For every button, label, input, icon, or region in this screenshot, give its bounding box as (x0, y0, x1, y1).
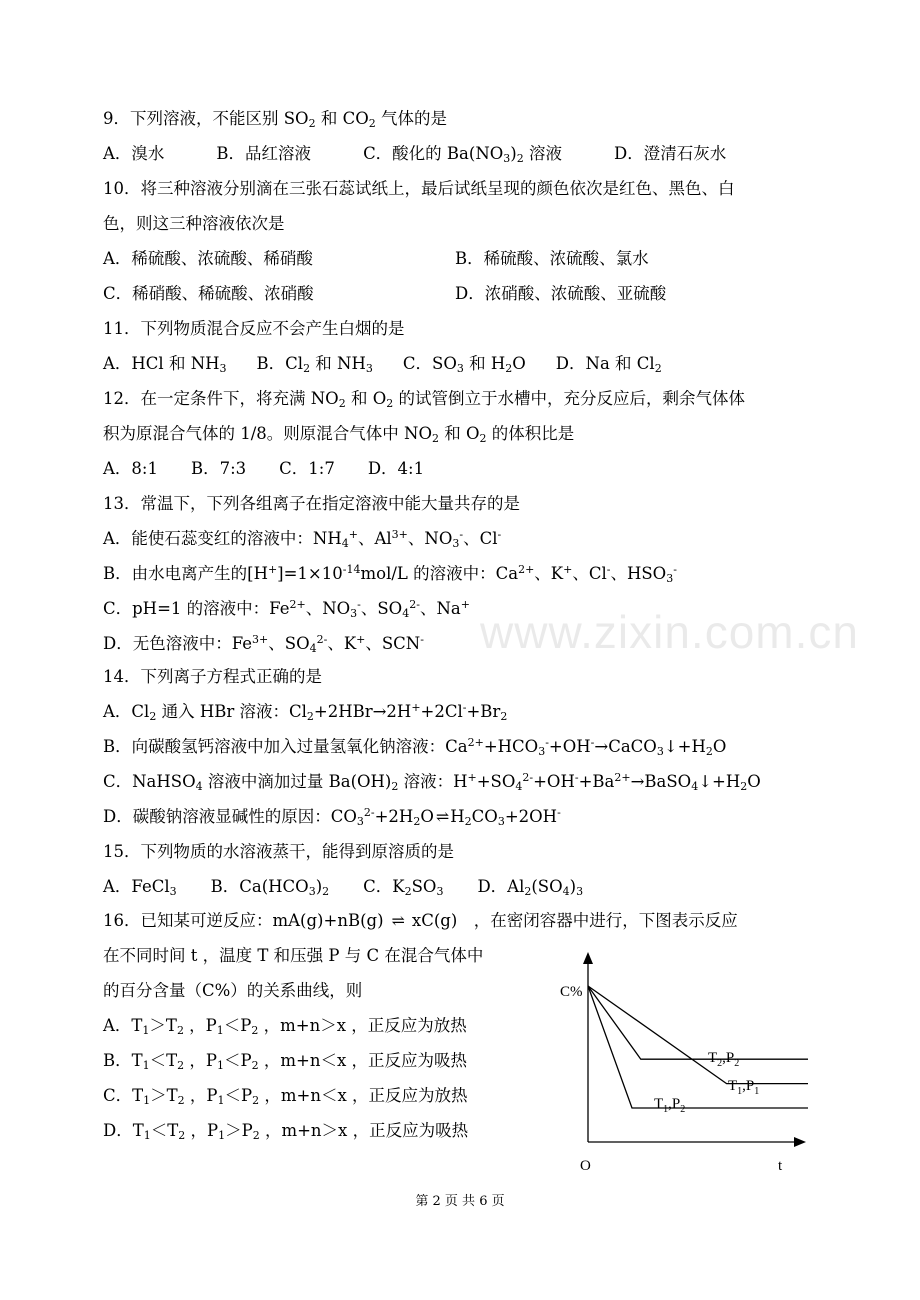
q14-option-d: D．碳酸钠溶液显碱性的原因：$CO_3^{2-}+2H_2O$ ⇌ $H_2CO_3+2OH^-$ (103, 806, 561, 828)
page-footer: 第 2 页 共 6 页 (415, 1194, 505, 1209)
q11-stem: 11．下列物质混合反应不会产生白烟的是 (103, 319, 405, 338)
q10-option-b: B．稀硫酸、浓硫酸、氯水 (455, 249, 649, 268)
curve-3 (588, 986, 808, 1108)
equilibrium-arrow-icon: ⇌ (391, 911, 404, 930)
curve-label-3: $T_1,P_2$ (654, 1096, 686, 1115)
q16-stem-line2: 在不同时间 t ，温度 T 和压强 P 与 C 在混合气体中 (103, 946, 484, 965)
q16-stem-line3: 的百分含量（C%）的关系曲线，则 (103, 981, 363, 1000)
q13-option-a: A．能使石蕊变红的溶液中：$NH_4^+$、$Al^{3+}$、$NO_3^-$、Cl- (103, 528, 502, 550)
q11-options: A．HCl 和 $NH_3$ B．$Cl_2$ 和 $NH_3$ C．$SO_3$ 和 $H_2O$ D．Na 和 $Cl_2$ (103, 354, 662, 375)
c-percent-time-graph (560, 950, 820, 1175)
y-axis-arrow-icon (583, 952, 593, 964)
q16-option-d: D．$T_1<T_2$ ，$P_1>P_2$ ，m+n＞x ，正反应为吸热 (103, 1121, 469, 1142)
q13-option-c: C．pH=1 的溶液中：$Fe^{2+}$、$NO_3^-$、$SO_4^{2-}$、Na+ (103, 598, 470, 620)
q15-stem: 15．下列物质的水溶液蒸干，能得到原溶质的是 (103, 842, 454, 861)
q12-stem-line1: 12．在一定条件下，将充满 $NO_2$ 和 $O_2$ 的试管倒立于水槽中，充分反应后，剩余气体体 (103, 389, 745, 410)
q14-option-c: C．NaHSO$_4$ 溶液中滴加过量 $Ba(OH)_2$ 溶液：$H^++SO_4^{2-}+OH^-+Ba^{2+}\to BaSO_4↓+H_2O$ (103, 771, 761, 793)
q12-stem-line2: 积为原混合气体的 1/8。则原混合气体中 $NO_2$ 和 $O_2$ 的体积比是 (103, 424, 575, 445)
q14-option-a: A．$Cl_2$ 通入 HBr 溶液：$Cl_2+2HBr\to 2H^++2Cl^-+Br_2$ (103, 701, 508, 723)
q14-option-b: B．向碳酸氢钙溶液中加入过量氢氧化钠溶液：$Ca^{2+}+HCO_3^-+OH^-\to CaCO_3↓+H_2O$ (103, 736, 727, 758)
curve-label-2: $T_1,P_1$ (728, 1078, 760, 1097)
q10-option-d: D．浓硝酸、浓硫酸、亚硫酸 (455, 284, 667, 303)
q16-option-c: C．$T_1>T_2$ ，$P_1<P_2$ ，m+n＜x ，正反应为放热 (103, 1086, 468, 1107)
q10-option-c: C．稀硝酸、稀硫酸、浓硝酸 (103, 284, 314, 303)
equilibrium-arrow-icon: ⇌ (435, 807, 449, 826)
origin-label: O (580, 1158, 591, 1174)
q16-option-b: B．$T_1<T_2$ ，$P_1<P_2$ ，m+n＜x ，正反应为吸热 (103, 1051, 468, 1072)
watermark: www.zixin.com.cn (480, 606, 859, 658)
curve-label-1: $T_2,P_2$ (708, 1050, 740, 1069)
curve-1 (588, 986, 808, 1059)
q10-option-a: A．稀硫酸、浓硫酸、稀硝酸 (103, 249, 313, 268)
q15-options: A．FeCl$_3$ B．$Ca(HCO_3)_2$ C．$K_2SO_3$ D．$Al_2(SO_4)_3$ (103, 877, 584, 898)
q16-stem-line1: 16．已知某可逆反应：mA(g)+nB(g) ⇌ xC(g) ，在密闭容器中进行，下图表示反应 (103, 911, 738, 930)
q12-options: A．8:1 B．7:3 C．1:7 D．4:1 (103, 459, 425, 478)
q14-stem: 14．下列离子方程式正确的是 (103, 667, 322, 686)
q10-stem-line1: 10．将三种溶液分别滴在三张石蕊试纸上，最后试纸呈现的颜色依次是红色、黑色、白 (103, 179, 735, 198)
x-axis-arrow-icon (794, 1137, 806, 1147)
q13-option-b: B．由水电离产生的$[H^+]=1\times 10^{-14}mol/L$ 的溶液中：$Ca^{2+}$、K+、Cl-、$HSO_3^-$ (103, 563, 677, 585)
curve-2 (588, 986, 808, 1084)
y-axis-label: C% (560, 984, 583, 1000)
q9-options: A．溴水 B．品红溶液 C．酸化的 $Ba(NO_3)_2$ 溶液 D．澄清石灰水 (103, 144, 727, 165)
q9-stem: 9．下列溶液，不能区别 $SO_2$ 和 $CO_2$ 气体的是 (103, 109, 447, 130)
curves (588, 986, 808, 1115)
x-axis-label: t (778, 1158, 783, 1174)
q16-option-a: A．$T_1>T_2$ ，$P_1<P_2$ ，m+n＞x ，正反应为放热 (103, 1016, 467, 1037)
q13-stem: 13．常温下，下列各组离子在指定溶液中能大量共存的是 (103, 494, 520, 513)
q10-stem-line2: 色，则这三种溶液依次是 (103, 214, 285, 233)
q13-option-d: D．无色溶液中：$Fe^{3+}$、$SO_4^{2-}$、K+、SCN- (103, 633, 424, 655)
